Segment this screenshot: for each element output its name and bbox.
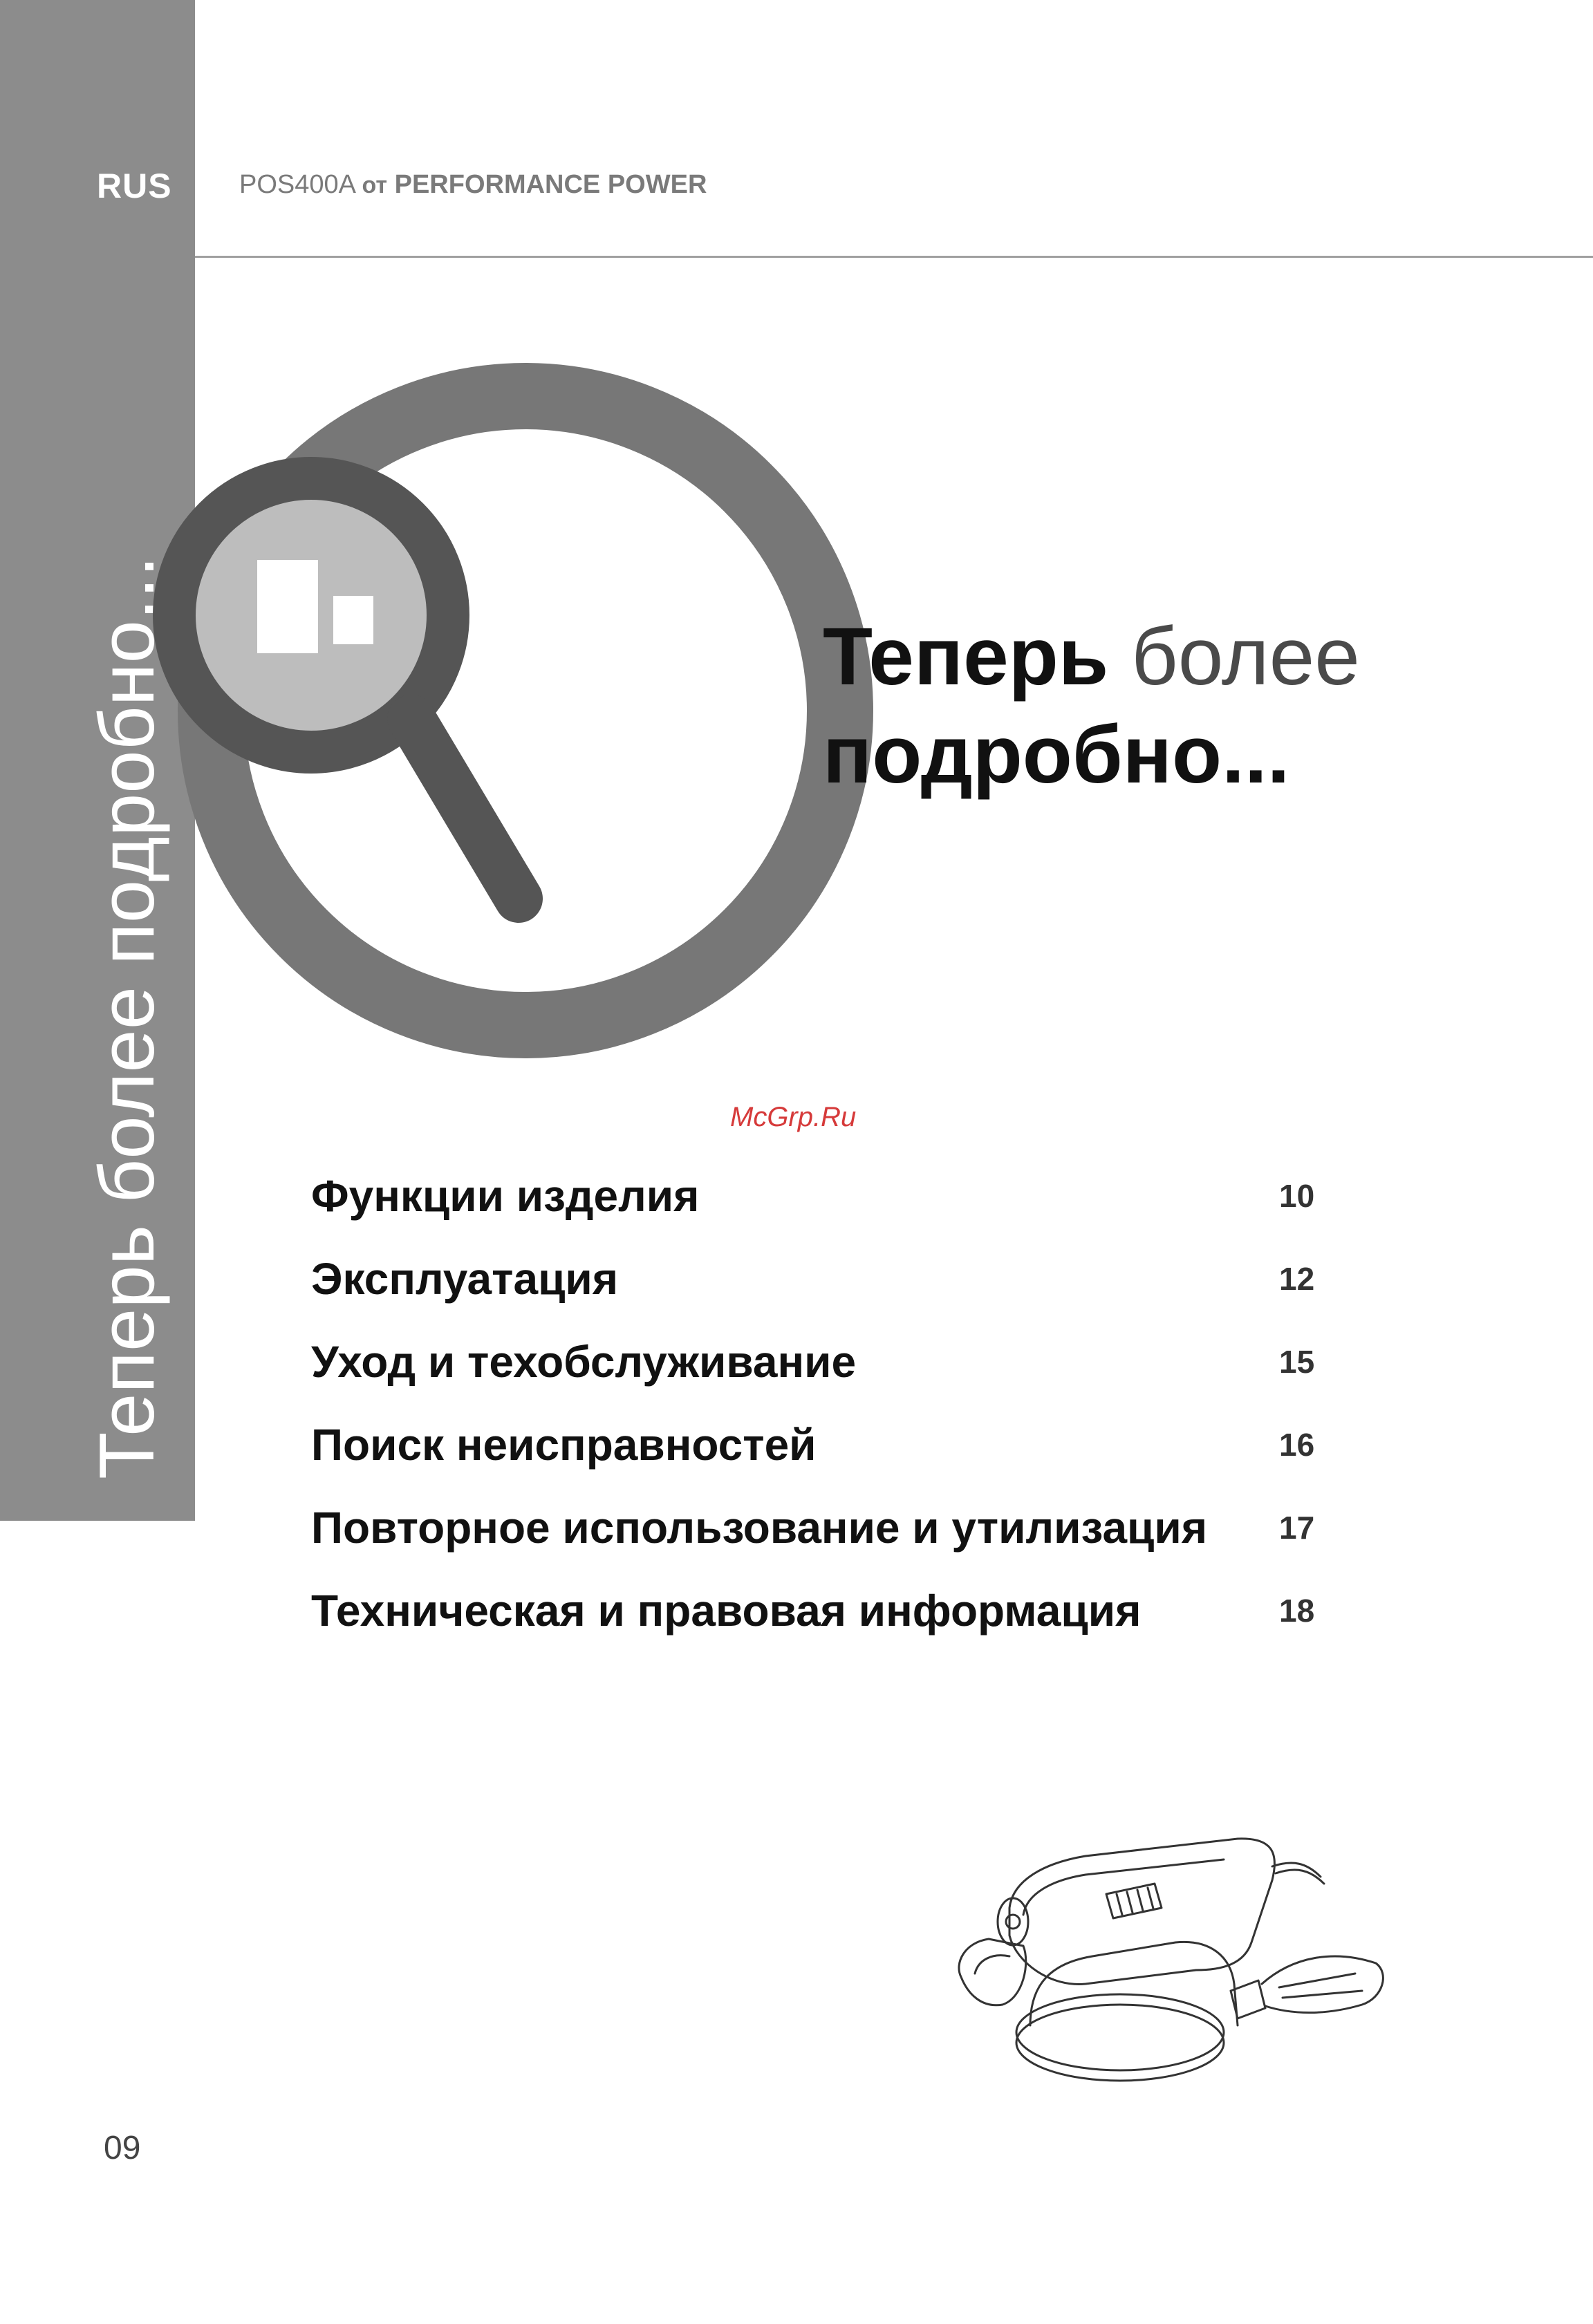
toc-item-label: Эксплуатация — [311, 1254, 619, 1304]
title-word-1: Теперь — [823, 611, 1109, 702]
page-number: 09 — [104, 2130, 141, 2166]
toc-item-label: Повторное использование и утилизация — [311, 1503, 1208, 1553]
page-title — [823, 608, 1360, 804]
toc-item-technical-legal[interactable] — [311, 1569, 1334, 1652]
title-line-2: подробно... — [823, 709, 1290, 800]
toc-item-page: 16 — [1279, 1427, 1315, 1463]
toc-item-label: Функции изделия — [311, 1171, 700, 1221]
toc-item-page: 17 — [1279, 1510, 1315, 1546]
toc-item-troubleshooting[interactable] — [311, 1403, 1334, 1486]
watermark: McGrp.Ru — [730, 1102, 857, 1132]
toc-item-features[interactable] — [311, 1154, 1334, 1237]
sidebar-vertical-title: Теперь более подробно... — [84, 555, 170, 1479]
toc-item-page: 10 — [1279, 1178, 1315, 1214]
toc-item-recycling[interactable] — [311, 1486, 1334, 1569]
toc-item-operation[interactable] — [311, 1237, 1334, 1320]
product-model: POS400A — [239, 170, 355, 199]
table-of-contents — [311, 1154, 1334, 1652]
toc-item-page: 18 — [1279, 1593, 1315, 1629]
language-code: RUS — [97, 167, 172, 205]
toc-item-label: Уход и техобслуживание — [311, 1337, 857, 1387]
toc-item-label: Техническая и правовая информация — [311, 1586, 1142, 1636]
toc-item-page: 12 — [1279, 1261, 1315, 1297]
orbital-sander-illustration — [947, 1825, 1390, 2101]
title-word-2: более — [1131, 611, 1360, 702]
toc-item-maintenance[interactable] — [311, 1320, 1334, 1403]
product-from: от — [362, 172, 388, 198]
toc-item-page: 15 — [1279, 1344, 1315, 1380]
toc-item-label: Поиск неисправностей — [311, 1420, 817, 1470]
product-brand: PERFORMANCE POWER — [394, 170, 707, 199]
